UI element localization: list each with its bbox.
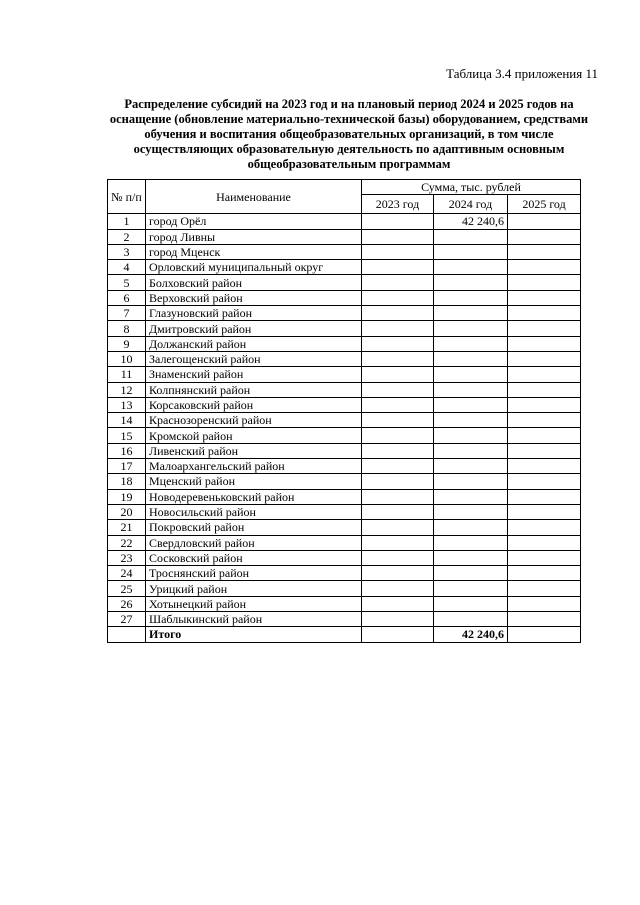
row-value-2024 <box>434 290 508 305</box>
row-number: 19 <box>108 489 146 504</box>
row-value-2024 <box>434 336 508 351</box>
total-2024: 42 240,6 <box>434 627 508 642</box>
row-value-2025 <box>508 581 581 596</box>
row-number: 23 <box>108 550 146 565</box>
row-value-2024 <box>434 612 508 627</box>
row-value-2023 <box>362 520 434 535</box>
row-name: Орловский муниципальный округ <box>146 260 362 275</box>
row-value-2023 <box>362 214 434 229</box>
row-value-2025 <box>508 351 581 366</box>
row-name: Верховский район <box>146 290 362 305</box>
row-name: Болховский район <box>146 275 362 290</box>
row-value-2024 <box>434 351 508 366</box>
table-row <box>108 612 581 627</box>
table-caption: Таблица 3.4 приложения 11 <box>446 66 598 81</box>
header-sum: Сумма, тыс. рублей <box>362 180 581 195</box>
table-row <box>108 244 581 259</box>
table-row <box>108 367 581 382</box>
row-name: Колпнянский район <box>146 382 362 397</box>
row-value-2023 <box>362 413 434 428</box>
row-name: Свердловский район <box>146 535 362 550</box>
table-row <box>108 321 581 336</box>
row-value-2025 <box>508 367 581 382</box>
row-value-2023 <box>362 275 434 290</box>
table-row <box>108 336 581 351</box>
row-value-2023 <box>362 550 434 565</box>
row-value-2024 <box>434 367 508 382</box>
table-row <box>108 413 581 428</box>
row-name: Малоархангельский район <box>146 459 362 474</box>
row-value-2023 <box>362 459 434 474</box>
row-number: 11 <box>108 367 146 382</box>
row-number: 20 <box>108 504 146 519</box>
row-value-2024 <box>434 306 508 321</box>
row-value-2025 <box>508 504 581 519</box>
row-value-2024 <box>434 520 508 535</box>
row-value-2025 <box>508 489 581 504</box>
row-number: 17 <box>108 459 146 474</box>
row-number: 24 <box>108 566 146 581</box>
row-value-2023 <box>362 504 434 519</box>
row-name: Корсаковский район <box>146 397 362 412</box>
row-number: 25 <box>108 581 146 596</box>
row-value-2025 <box>508 336 581 351</box>
table-row <box>108 504 581 519</box>
row-value-2025 <box>508 566 581 581</box>
row-number: 7 <box>108 306 146 321</box>
table-body <box>108 214 581 627</box>
row-number: 15 <box>108 428 146 443</box>
table-row <box>108 290 581 305</box>
row-name: Хотынецкий район <box>146 596 362 611</box>
row-value-2023 <box>362 474 434 489</box>
row-value-2023 <box>362 260 434 275</box>
row-value-2025 <box>508 413 581 428</box>
row-value-2023 <box>362 443 434 458</box>
row-value-2023 <box>362 336 434 351</box>
row-name: Краснозоренский район <box>146 413 362 428</box>
header-2024: 2024 год <box>434 195 508 214</box>
row-value-2023 <box>362 428 434 443</box>
row-value-2024 <box>434 504 508 519</box>
row-value-2024 <box>434 397 508 412</box>
row-value-2024 <box>434 260 508 275</box>
subsidy-table <box>107 179 581 643</box>
table-row <box>108 260 581 275</box>
row-value-2023 <box>362 306 434 321</box>
row-name: Дмитровский район <box>146 321 362 336</box>
row-value-2025 <box>508 397 581 412</box>
table-row <box>108 566 581 581</box>
row-value-2025 <box>508 520 581 535</box>
row-number: 4 <box>108 260 146 275</box>
row-number: 8 <box>108 321 146 336</box>
row-name: Сосковский район <box>146 550 362 565</box>
row-value-2024 <box>434 244 508 259</box>
row-value-2025 <box>508 275 581 290</box>
row-value-2024 <box>434 474 508 489</box>
row-name: Новосильский район <box>146 504 362 519</box>
table-row <box>108 443 581 458</box>
row-number: 12 <box>108 382 146 397</box>
table-row <box>108 214 581 229</box>
row-value-2025 <box>508 443 581 458</box>
row-value-2023 <box>362 367 434 382</box>
row-number: 10 <box>108 351 146 366</box>
row-value-2023 <box>362 596 434 611</box>
row-name: Новодеревеньковский район <box>146 489 362 504</box>
row-value-2024 <box>434 229 508 244</box>
row-value-2024 <box>434 275 508 290</box>
row-value-2025 <box>508 535 581 550</box>
row-name: Должанский район <box>146 336 362 351</box>
row-value-2023 <box>362 581 434 596</box>
row-value-2025 <box>508 474 581 489</box>
row-value-2023 <box>362 351 434 366</box>
row-value-2024: 42 240,6 <box>434 214 508 229</box>
row-name: Троснянский район <box>146 566 362 581</box>
row-value-2023 <box>362 290 434 305</box>
row-name: город Ливны <box>146 229 362 244</box>
row-number: 26 <box>108 596 146 611</box>
row-value-2023 <box>362 382 434 397</box>
row-number: 16 <box>108 443 146 458</box>
table-row <box>108 275 581 290</box>
total-2023 <box>362 627 434 642</box>
table-row <box>108 550 581 565</box>
row-name: Глазуновский район <box>146 306 362 321</box>
row-value-2023 <box>362 566 434 581</box>
row-value-2025 <box>508 244 581 259</box>
table-row <box>108 535 581 550</box>
row-value-2025 <box>508 260 581 275</box>
row-value-2025 <box>508 428 581 443</box>
row-value-2024 <box>434 581 508 596</box>
row-value-2024 <box>434 443 508 458</box>
row-number: 22 <box>108 535 146 550</box>
table-row <box>108 306 581 321</box>
row-value-2023 <box>362 321 434 336</box>
table-row <box>108 459 581 474</box>
table-row <box>108 351 581 366</box>
table-row <box>108 520 581 535</box>
row-name: Залегощенский район <box>146 351 362 366</box>
total-row <box>108 627 581 642</box>
row-number: 5 <box>108 275 146 290</box>
row-value-2025 <box>508 612 581 627</box>
row-name: город Орёл <box>146 214 362 229</box>
table-row <box>108 428 581 443</box>
row-number: 6 <box>108 290 146 305</box>
header-2023: 2023 год <box>362 195 434 214</box>
row-number: 3 <box>108 244 146 259</box>
row-name: Урицкий район <box>146 581 362 596</box>
row-value-2025 <box>508 321 581 336</box>
row-value-2024 <box>434 535 508 550</box>
table-row <box>108 474 581 489</box>
row-value-2024 <box>434 566 508 581</box>
row-value-2024 <box>434 459 508 474</box>
row-number: 14 <box>108 413 146 428</box>
row-number: 18 <box>108 474 146 489</box>
row-value-2024 <box>434 321 508 336</box>
row-value-2023 <box>362 535 434 550</box>
row-name: Мценский район <box>146 474 362 489</box>
header-2025: 2025 год <box>508 195 581 214</box>
row-value-2024 <box>434 596 508 611</box>
row-value-2023 <box>362 397 434 412</box>
row-value-2023 <box>362 229 434 244</box>
row-number: 27 <box>108 612 146 627</box>
row-value-2024 <box>434 413 508 428</box>
row-name: Знаменский район <box>146 367 362 382</box>
row-value-2024 <box>434 382 508 397</box>
row-value-2025 <box>508 596 581 611</box>
row-name: Покровский район <box>146 520 362 535</box>
row-value-2025 <box>508 214 581 229</box>
row-number: 21 <box>108 520 146 535</box>
header-num: № п/п <box>108 180 146 214</box>
row-name: Шаблыкинский район <box>146 612 362 627</box>
row-number: 9 <box>108 336 146 351</box>
row-number: 13 <box>108 397 146 412</box>
row-value-2025 <box>508 550 581 565</box>
row-value-2023 <box>362 489 434 504</box>
row-value-2025 <box>508 290 581 305</box>
row-value-2024 <box>434 428 508 443</box>
row-value-2025 <box>508 306 581 321</box>
row-name: Кромской район <box>146 428 362 443</box>
row-name: Ливенский район <box>146 443 362 458</box>
row-number: 2 <box>108 229 146 244</box>
table-row <box>108 382 581 397</box>
row-number: 1 <box>108 214 146 229</box>
table-row <box>108 489 581 504</box>
total-label: Итого <box>146 627 362 642</box>
table-row <box>108 596 581 611</box>
row-value-2024 <box>434 550 508 565</box>
row-value-2024 <box>434 489 508 504</box>
total-2025 <box>508 627 581 642</box>
row-value-2025 <box>508 459 581 474</box>
document-title: Распределение субсидий на 2023 год и на плановый период 2024 и 2025 годов на оснащение (обновление материально-технической базы) оборудованием, средствами обучения и воспитания общеобразовательных организаций, в том числе осуществляющих образовательную деятельность по адаптивным основным общеобразовательным программам <box>109 97 589 171</box>
table-row <box>108 397 581 412</box>
header-name: Наименование <box>146 180 362 214</box>
row-value-2025 <box>508 229 581 244</box>
row-value-2023 <box>362 612 434 627</box>
header-row-top <box>108 180 581 195</box>
row-value-2023 <box>362 244 434 259</box>
row-name: город Мценск <box>146 244 362 259</box>
total-num-cell <box>108 627 146 642</box>
row-value-2025 <box>508 382 581 397</box>
table-row <box>108 229 581 244</box>
table-row <box>108 581 581 596</box>
